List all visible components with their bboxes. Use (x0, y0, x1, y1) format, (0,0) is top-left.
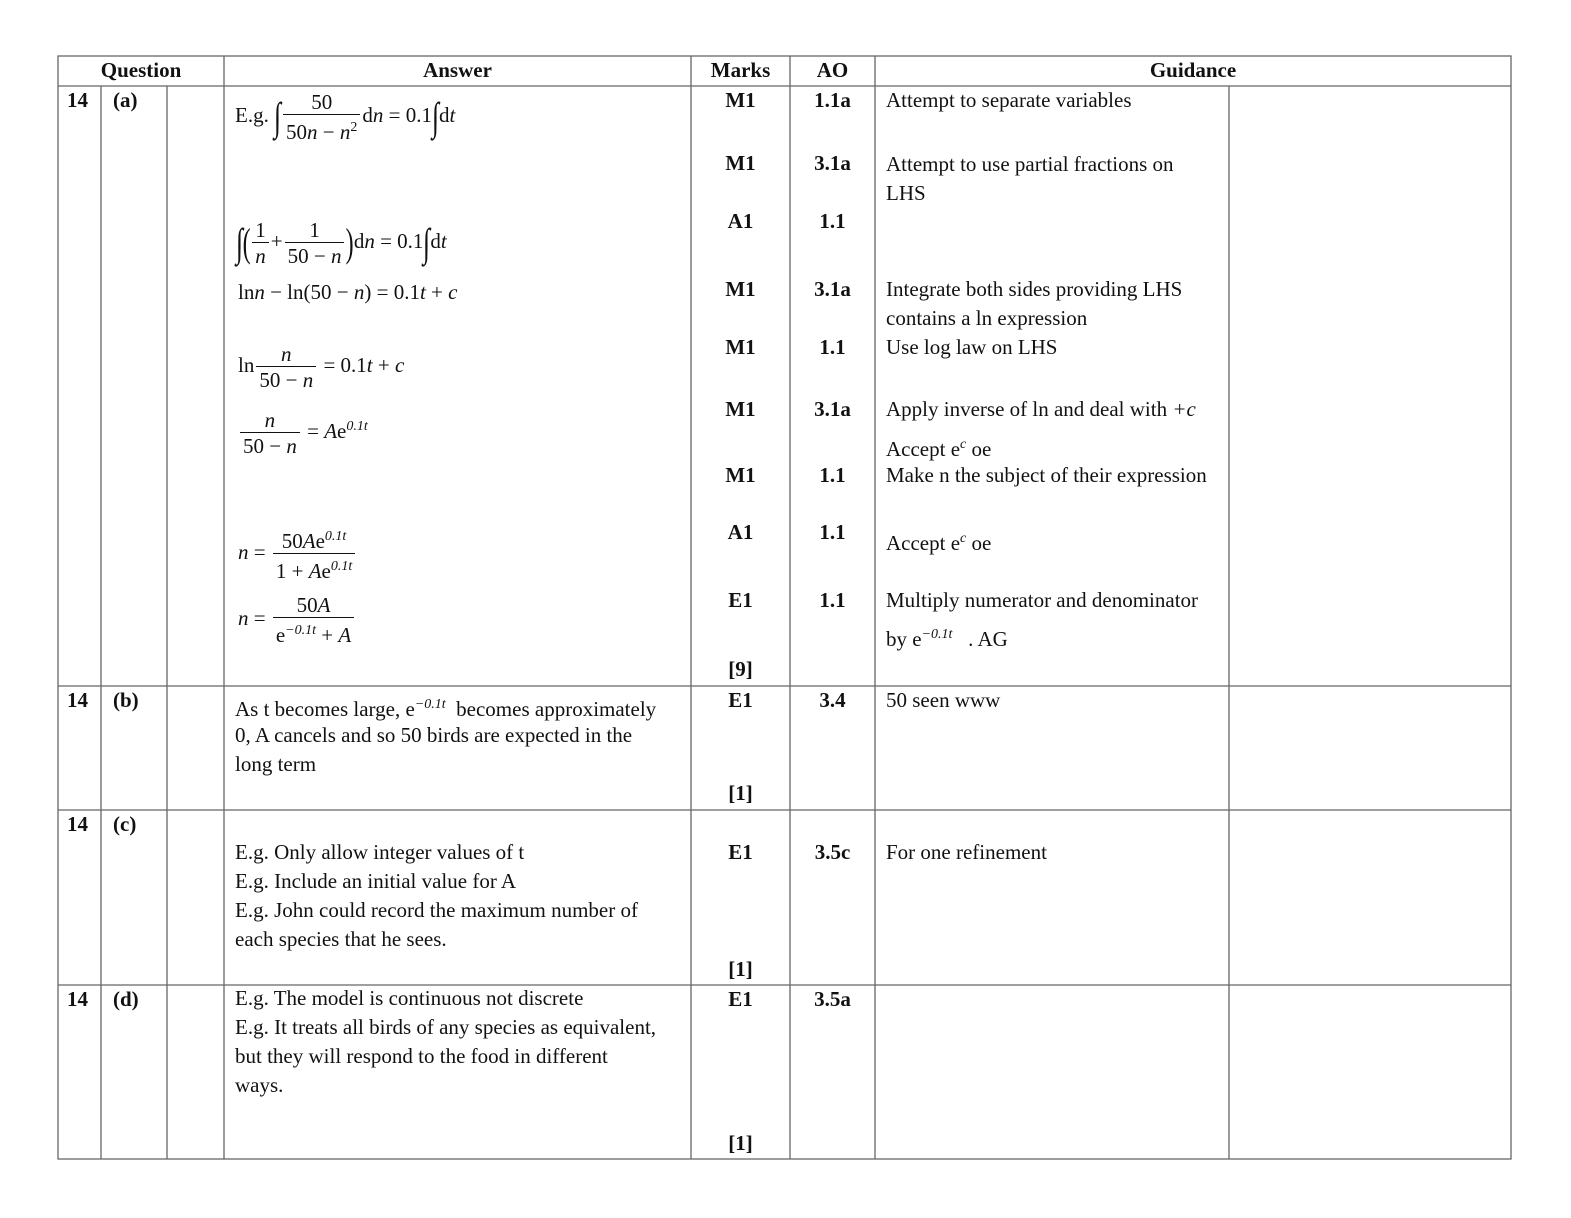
mark-total: [1] (728, 1131, 753, 1155)
answer-line-integrated: lnn − ln(50 − n) = 0.1t + c (238, 280, 458, 304)
guidance-text: Attempt to use partial fractions on LHS (886, 152, 1174, 205)
guidance-text: Integrate both sides providing LHS contains a ln expression (886, 277, 1183, 330)
question-part: (c) (113, 812, 137, 836)
answer-text: E.g. John could record the maximum number of (235, 898, 638, 922)
mark: A1 (727, 520, 754, 544)
mark: E1 (728, 840, 753, 864)
question-number: 14 (67, 812, 88, 836)
guidance-line-accept: Accept $e^c$ oe (886, 437, 992, 461)
mark: A1 (727, 209, 754, 233)
ao: 3.1a (814, 277, 851, 301)
mark-total: [9] (728, 657, 753, 681)
guidance-oe: oe (971, 531, 992, 555)
mark: M1 (725, 88, 756, 112)
ao: 1.1 (819, 463, 846, 487)
guidance-text: Use log law on LHS (886, 335, 1058, 359)
mark: M1 (725, 335, 756, 359)
mark-total: [1] (728, 781, 753, 805)
answer-text: E.g. The model is continuous not discrete (235, 986, 584, 1010)
ao: 3.1a (814, 151, 851, 175)
answer-line-final: n = $\frac{50A}{e^{-0.1t} + A}$ (238, 590, 356, 648)
guidance-text: by (886, 627, 907, 651)
ao: 1.1 (819, 209, 846, 233)
ao: 1.1a (814, 88, 851, 112)
ao: 1.1 (819, 520, 846, 544)
answer-prefix: E.g. (235, 103, 269, 127)
guidance-line-multiply: by $e^{-0.1t}$ . AG (886, 627, 1008, 651)
mark: M1 (725, 151, 756, 175)
guidance-text: Make n the subject of their expression (886, 463, 1207, 487)
ao: 3.1a (814, 397, 851, 421)
answer-line-separate: E.g. ∫ $\frac{50}{50n - n^2}$ dn = 0.1∫dt (235, 89, 456, 144)
header-answer: Answer (423, 58, 492, 82)
mark: M1 (725, 463, 756, 487)
header-guidance: Guidance (1149, 58, 1237, 82)
answer-text: long term (235, 752, 317, 776)
mark: E1 (728, 688, 753, 712)
guidance-text: Multiply numerator and denominator (886, 588, 1199, 612)
ao: 1.1 (819, 335, 846, 359)
guidance-text: Accept (886, 531, 946, 555)
ao: 1.1 (819, 588, 846, 612)
ao: 3.5c (814, 840, 851, 864)
question-part: (d) (113, 987, 139, 1011)
answer-text: each species that he sees. (235, 927, 447, 951)
answer-line: As t becomes large, $e^{-0.1t}$ becomes approximately (235, 697, 657, 721)
mark: M1 (725, 397, 756, 421)
header-ao: AO (816, 58, 849, 82)
answer-text: but they will respond to the food in different (235, 1044, 608, 1068)
mark: E1 (728, 987, 753, 1011)
answer-text: E.g. Only allow integer values of t (235, 840, 525, 864)
answer-text: As t becomes large, (235, 697, 401, 721)
guidance-plus-c: +c (1172, 397, 1196, 421)
answer-line-n-subject: n = $\frac{50Ae^{0.1t}}{1 + Ae^{0.1t}}$ (238, 524, 357, 584)
answer-line-exponential: $\frac{n}{50 - n}$ = $Ae^{0.1t}$ (238, 400, 368, 459)
question-part: (a) (113, 88, 138, 112)
mark: E1 (728, 588, 753, 612)
guidance-line-inverse-ln (886, 395, 1196, 424)
answer-text: becomes approximately (456, 697, 657, 721)
header-marks: Marks (710, 58, 771, 82)
question-number: 14 (67, 688, 88, 712)
ao: 3.5a (814, 987, 851, 1011)
guidance-text: 50 seen www (886, 688, 1001, 712)
question-number: 14 (67, 88, 88, 112)
guidance-ag: . AG (968, 627, 1008, 651)
question-part: (b) (113, 688, 139, 712)
mark: M1 (725, 277, 756, 301)
guidance-text: Accept (886, 437, 946, 461)
guidance-line-accept: Accept $e^c$ oe (886, 531, 992, 555)
ao: 3.4 (819, 688, 846, 712)
guidance-oe: oe (971, 437, 992, 461)
header-question: Question (100, 58, 182, 82)
guidance-text: Apply inverse of ln and deal with (886, 397, 1168, 421)
guidance-text: For one refinement (886, 840, 1047, 864)
question-number: 14 (67, 987, 88, 1011)
answer-line-log-law: ln $\frac{n}{50 - n}$ = 0.1t + c (238, 341, 405, 392)
mark-total: [1] (728, 957, 753, 981)
answer-text: ways. (235, 1073, 284, 1097)
answer-text: E.g. Include an initial value for A (235, 869, 517, 893)
answer-line-partial-fractions: ∫( $\frac{1}{n}$ + $\frac{1}{50 - n}$ )dn = 0.1∫dt (235, 217, 447, 268)
answer-text: 0, A cancels and so 50 birds are expected in the (235, 723, 633, 747)
guidance-text: Attempt to separate variables (886, 88, 1132, 112)
answer-text: E.g. It treats all birds of any species as equivalent, (235, 1015, 657, 1039)
